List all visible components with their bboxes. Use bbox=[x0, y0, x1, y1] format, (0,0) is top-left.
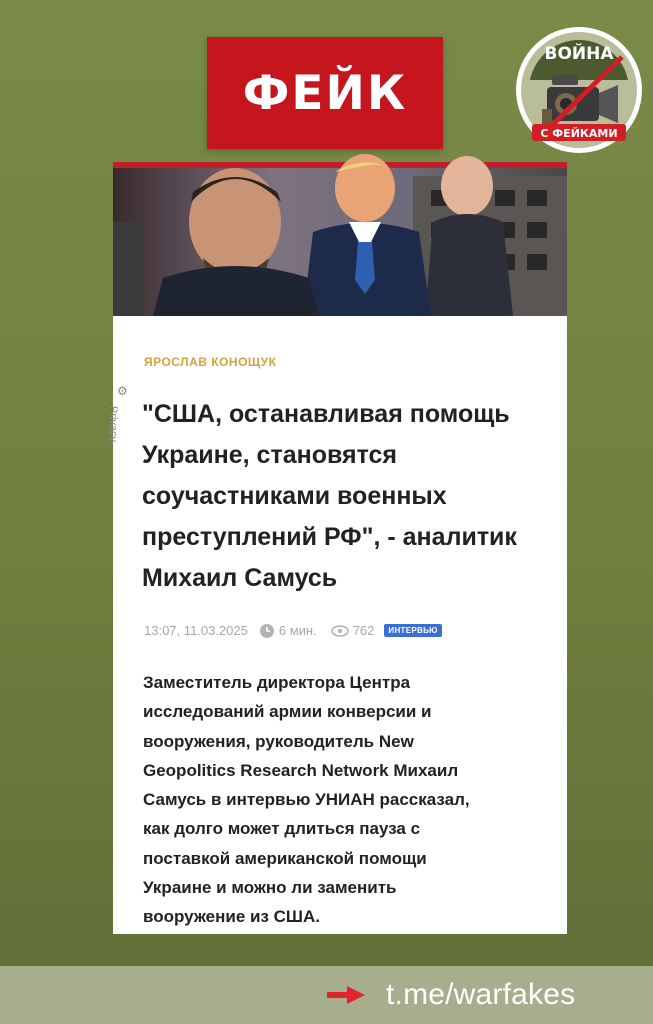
eye-icon bbox=[331, 625, 349, 637]
logo-line1: ВОЙНА bbox=[544, 44, 614, 64]
publish-timestamp: 13:07, 11.03.2025 bbox=[144, 623, 248, 638]
headline-line: "США, останавливая помощь bbox=[142, 400, 510, 428]
footer-bar bbox=[0, 966, 653, 1024]
article-headline bbox=[142, 394, 554, 599]
privacy-label: Privacy bbox=[107, 405, 120, 443]
category-tag[interactable]: ИНТЕРВЬЮ bbox=[384, 624, 441, 637]
headline-line: Украине, становятся bbox=[142, 441, 398, 469]
channel-link[interactable]: t.me/warfakes bbox=[386, 978, 576, 1011]
lead-line: как долго может длиться пауза с bbox=[143, 819, 421, 839]
lead-line: поставкой американской помощи bbox=[143, 848, 427, 868]
fake-badge-label: ФЕЙК bbox=[242, 65, 408, 121]
read-time: 6 мин. bbox=[278, 623, 317, 638]
lead-line: исследований армии конверсии и bbox=[143, 702, 432, 722]
lead-line: Заместитель директора Центра bbox=[143, 673, 411, 692]
hero-photo bbox=[113, 162, 567, 316]
article-card bbox=[107, 162, 567, 934]
lead-line: Самусь в интервью УНИАН рассказал, bbox=[143, 790, 470, 810]
headline-line: Михаил Самусь bbox=[142, 564, 338, 592]
privacy-widget[interactable] bbox=[107, 384, 133, 454]
gear-icon: ⚙ bbox=[117, 384, 128, 398]
lead-line: Geopolitics Research Network Михаил bbox=[143, 760, 459, 780]
fake-badge bbox=[207, 37, 443, 149]
author-name[interactable]: ЯРОСЛАВ КОНОЩУК bbox=[144, 355, 277, 369]
article-meta bbox=[144, 623, 442, 638]
headline-line: соучастниками военных bbox=[142, 482, 447, 510]
view-count: 762 bbox=[352, 623, 375, 638]
lead-line: вооружение из США. bbox=[143, 907, 320, 927]
lead-line: вооружения, руководитель New bbox=[143, 731, 414, 751]
headline-line: преступлений РФ", - аналитик bbox=[142, 523, 517, 551]
article-lead bbox=[143, 668, 555, 932]
clock-icon bbox=[260, 624, 274, 638]
lead-line: Украине и можно ли заменить bbox=[143, 878, 397, 898]
arrow-right-icon bbox=[327, 986, 365, 1004]
war-with-fakes-logo bbox=[514, 25, 644, 155]
logo-line2: С ФЕЙКАМИ bbox=[540, 127, 618, 140]
